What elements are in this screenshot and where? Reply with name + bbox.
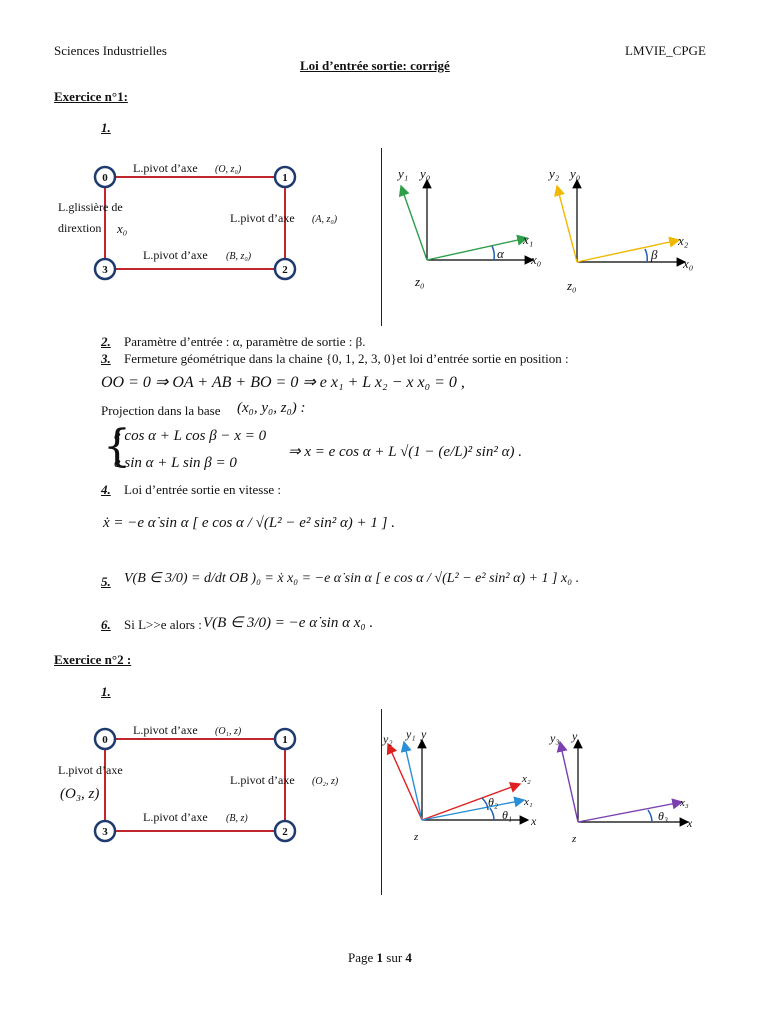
ex1-left-link-label-1: L.glissière de (58, 200, 123, 214)
ex1-q3-equation: OO = 0 ⇒ OA + AB + BO = 0 ⇒ e x₁ + L x₂ − x x₀ = 0 , (101, 374, 465, 391)
ex1-figure-alpha (395, 160, 555, 295)
z-label: z (414, 831, 419, 843)
ex2-right-link-axis: (O₂, z) (312, 776, 339, 787)
ex1-figure-beta (545, 160, 705, 295)
ex2-q1-number: 1. (101, 684, 111, 699)
theta1-arc (490, 808, 494, 820)
x-label-2: x (687, 816, 693, 830)
ex1-liaison-graph (50, 155, 370, 290)
y-label: y (421, 727, 427, 741)
ex2-right-link-label: L.pivot d’axe (230, 773, 295, 787)
ex2-node-2 (275, 821, 295, 841)
ex1-q3-text: Fermeture géométrique dans la chaine {0, 1, 2, 3, 0}et loi d’entrée sortie en position : (124, 351, 569, 366)
ex1-node-0 (95, 167, 115, 187)
ex1-q2-number: 2. (101, 334, 111, 349)
theta2-label: θ₂ (488, 795, 499, 809)
footer-mid: sur (383, 950, 406, 965)
ex1-top-link-label: L.pivot d’axe (133, 161, 198, 175)
ex1-q2-text: Paramètre d’entrée : α, paramètre de sortie : β. (124, 334, 366, 349)
theta3-label: θ₃ (658, 809, 669, 823)
theta1-label: θ₁ (502, 808, 513, 822)
ex1-title: Exercice n°1: (54, 89, 128, 104)
x1-label: x₁ (523, 232, 534, 247)
system-brace: { (103, 421, 131, 472)
alpha-label: α (497, 246, 504, 261)
ex1-left-link-label-2: dirextion (58, 221, 102, 235)
ex1-q6-number: 6. (101, 617, 111, 632)
ex1-q1-number: 1. (101, 120, 111, 135)
beta-label: β (651, 247, 658, 262)
header-right: LMVIE_CPGE (625, 43, 706, 58)
y2-label: y₂ (549, 166, 560, 181)
y0-label-2: y₀ (570, 166, 581, 181)
ex1-q6-text: Si L>>e alors : (124, 617, 202, 632)
ex2-node-3 (95, 821, 115, 841)
svg-text:0: 0 (102, 172, 108, 184)
ex1-node-3 (95, 259, 115, 279)
ex1-q4-text: Loi d’entrée sortie en vitesse : (124, 482, 282, 497)
svg-text:3: 3 (102, 826, 108, 838)
x2-label: x₂ (522, 773, 531, 785)
ex2-node-1 (275, 729, 295, 749)
footer-total-pages: 4 (405, 950, 412, 965)
ex1-q4-number: 4. (101, 482, 111, 497)
ex1-system-line-1: e cos α + L cos β − x = 0 (114, 428, 267, 444)
y2-label: y₂ (383, 732, 393, 746)
ex1-system-line-2: e sin α + L sin β = 0 (114, 455, 237, 471)
ex1-left-link-axis: x₀ (117, 221, 128, 236)
ex1-q4-equation: ẋ = −e α̇ sin α [ e cos α / √(L² − e² sin² α) + 1 ] . (103, 515, 396, 531)
beta-arc (645, 249, 647, 262)
ex2-bottom-link-label: L.pivot d’axe (143, 810, 208, 824)
y1-label: y₁ (398, 166, 409, 181)
ex1-q5-equation: V(B ∈ 3/0) = d/dt OB )₀ = ẋ x₀ = −e α̇ sin α [ e cos α / √(L² − e² sin² α) + 1 ] x₀ . (124, 571, 580, 586)
svg-text:1: 1 (282, 172, 288, 184)
y1-vector (404, 742, 422, 820)
alpha-arc (492, 246, 494, 260)
ex1-bottom-link-axis: (B, z₀) (226, 251, 252, 262)
ex1-projection-text: Projection dans la base (101, 403, 221, 418)
y1-vector (401, 186, 427, 260)
ex1-right-link-axis: (A, z₀) (312, 214, 338, 225)
ex1-bottom-link-label: L.pivot d’axe (143, 248, 208, 262)
svg-text:2: 2 (282, 826, 288, 838)
z-label-2: z (572, 833, 577, 845)
ex2-bottom-link-axis: (B, z) (226, 813, 248, 824)
y1-label: y₁ (406, 727, 416, 741)
ex2-left-link-label: L.pivot d’axe (58, 763, 123, 777)
ex1-right-link-label: L.pivot d’axe (230, 211, 295, 225)
svg-text:1: 1 (282, 734, 288, 746)
ex1-q3-number: 3. (101, 351, 111, 366)
ex1-q5-number: 5. (101, 574, 111, 589)
x1-vector (427, 238, 527, 260)
ex2-node-0 (95, 729, 115, 749)
theta3-arc (648, 810, 652, 822)
ex2-figure-theta3 (542, 722, 702, 847)
footer-page-number: 1 (376, 950, 384, 965)
ex2-liaison-graph (50, 717, 370, 852)
y2-vector (557, 186, 577, 262)
page-footer (348, 950, 412, 966)
ex1-q6-equation: V(B ∈ 3/0) = −e α̇ sin α x₀ . (203, 615, 374, 631)
svg-text:3: 3 (102, 264, 108, 276)
x1-label: x₁ (524, 796, 533, 808)
header-left: Sciences Industrielles (54, 43, 167, 58)
ex1-node-2 (275, 259, 295, 279)
y2-vector (388, 744, 422, 820)
ex1-separator (381, 148, 382, 326)
ex2-figure-theta12 (378, 722, 548, 847)
svg-text:2: 2 (282, 264, 288, 276)
ex1-projection-base: (x₀, y₀, z₀) : (237, 400, 306, 416)
x3-label: x₃ (680, 797, 689, 809)
page-title: Loi d’entrée sortie: corrigé (300, 58, 450, 73)
y0-label: y₀ (420, 166, 431, 181)
x2-label: x₂ (678, 233, 689, 248)
ex2-left-link-axis: (O₃, z) (60, 786, 100, 802)
ex2-top-link-axis: (O₁, z) (215, 726, 242, 737)
svg-text:0: 0 (102, 734, 108, 746)
y3-label: y₃ (550, 731, 560, 745)
ex2-title: Exercice n°2 : (54, 652, 132, 667)
ex1-node-1 (275, 167, 295, 187)
ex1-system-result: ⇒ x = e cos α + L √(1 − (e/L)² sin² α) . (288, 444, 522, 460)
ex2-top-link-label: L.pivot d’axe (133, 723, 198, 737)
x0-label: x₀ (531, 252, 542, 267)
ex1-top-link-axis: (O, z₀) (215, 164, 242, 175)
x0-label-2: x₀ (683, 256, 694, 271)
x-label: x (531, 814, 537, 828)
footer-prefix: Page (348, 950, 377, 965)
y3-vector (560, 742, 578, 822)
z0-label: z₀ (415, 274, 425, 289)
z0-label-2: z₀ (567, 278, 577, 293)
x2-vector (577, 240, 679, 262)
y-label-2: y (572, 729, 578, 743)
